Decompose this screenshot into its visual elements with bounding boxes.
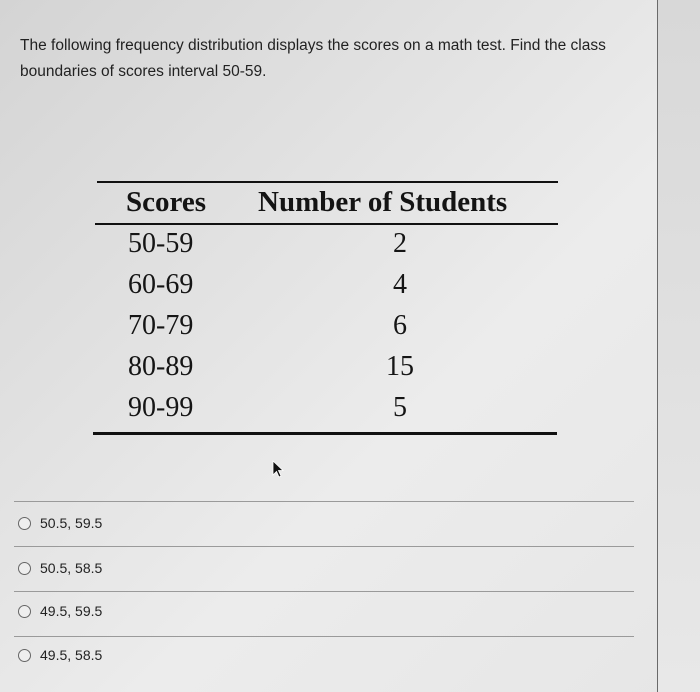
radio-unselected-icon[interactable] (18, 605, 31, 618)
score-cell: 50-59 (128, 228, 194, 259)
table-row (95, 392, 558, 432)
header-scores: Scores (126, 186, 207, 218)
count-cell: 15 (386, 351, 414, 382)
option-label: 50.5, 59.5 (40, 515, 103, 531)
divider (14, 546, 634, 547)
score-cell: 60-69 (128, 269, 194, 300)
table-row (95, 228, 558, 268)
score-cell: 80-89 (128, 351, 194, 382)
option-1[interactable] (14, 503, 634, 543)
option-label: 50.5, 58.5 (40, 560, 103, 576)
count-cell: 4 (393, 269, 407, 300)
mouse-pointer-icon (272, 460, 286, 480)
option-label: 49.5, 59.5 (40, 603, 103, 619)
table-header-rule (95, 223, 558, 225)
table-top-rule (97, 181, 558, 183)
table-row (95, 269, 558, 309)
header-number-of-students: Number of Students (258, 186, 508, 218)
option-3[interactable] (14, 591, 634, 631)
table-row (95, 310, 558, 350)
table-bottom-rule (93, 432, 557, 435)
divider (14, 501, 634, 502)
radio-unselected-icon[interactable] (18, 517, 31, 530)
question-text: The following frequency distribution displays the scores on a math test. Find the class boundaries of scores interval 50-59. (20, 37, 606, 80)
radio-unselected-icon[interactable] (18, 649, 31, 662)
right-margin (658, 0, 700, 692)
radio-unselected-icon[interactable] (18, 562, 31, 575)
count-cell: 5 (393, 392, 407, 423)
score-cell: 90-99 (128, 392, 194, 423)
option-label: 49.5, 58.5 (40, 647, 103, 663)
option-4[interactable] (14, 635, 634, 675)
table-row (95, 351, 558, 391)
count-cell: 6 (393, 310, 407, 341)
option-2[interactable] (14, 548, 634, 588)
score-cell: 70-79 (128, 310, 194, 341)
count-cell: 2 (393, 228, 407, 259)
